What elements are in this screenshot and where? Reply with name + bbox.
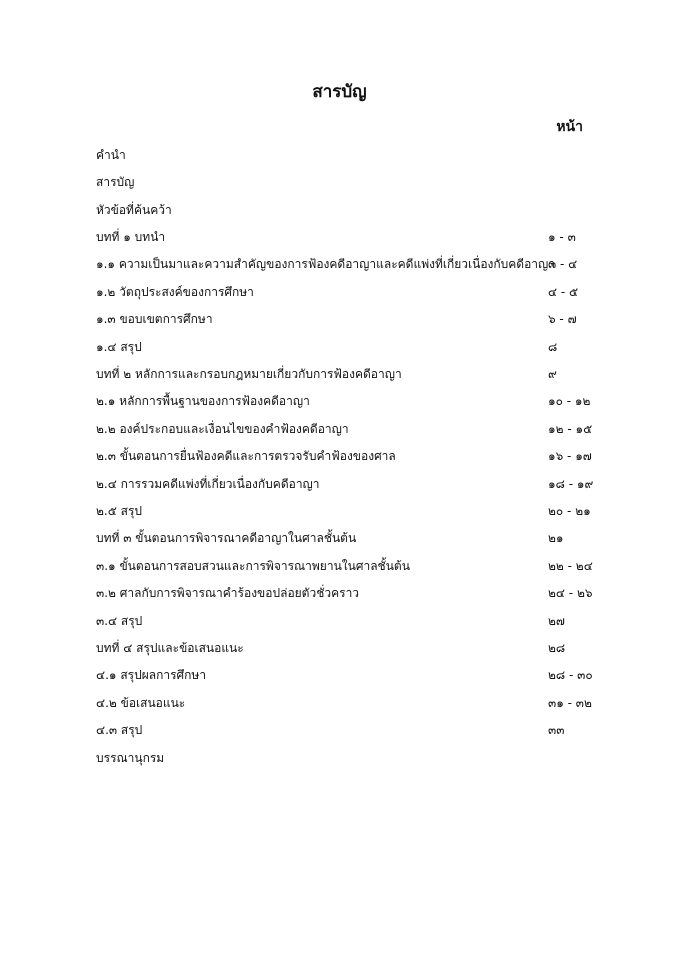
toc-entry-label: ๑.๒ วัตถุประสงค์ของการศึกษา (96, 285, 254, 299)
toc-entry (96, 692, 596, 714)
toc-entry-label: บทที่ ๓ ขั้นตอนการพิจารณาคดีอาญาในศาลชั้นต้น (96, 531, 357, 545)
toc-entry (96, 473, 596, 495)
toc-entry-pages: ๒๑ (548, 531, 564, 545)
toc-entry-label: ๓.๒ ศาลกับการพิจารณาคำร้องขอปล่อยตัวชั่วคราว (96, 586, 360, 600)
toc-entry (96, 171, 596, 193)
toc-entry (96, 637, 596, 659)
toc-entry-label: ๑.๓ ขอบเขตการศึกษา (96, 312, 213, 326)
toc-entry (96, 363, 596, 385)
toc-entry-pages: ๑๖ - ๑๗ (548, 449, 592, 463)
toc-entry-pages: ๖ - ๗ (548, 312, 577, 326)
toc-entry (96, 500, 596, 522)
toc-entry-pages: ๓ - ๔ (548, 257, 578, 271)
toc-entry-pages: ๘ (548, 340, 558, 354)
toc-entry (96, 719, 596, 741)
toc-entry-label: ๑.๔ สรุป (96, 340, 142, 354)
toc-entry (96, 610, 596, 632)
toc-entry (96, 555, 596, 577)
toc-entry-label: ๒.๓ ขั้นตอนการยื่นฟ้องคดีและการตรวจรับคำฟ้องของศาล (96, 449, 396, 463)
toc-entry-pages: ๓๑ - ๓๒ (548, 696, 592, 710)
toc-entry-label: ๓.๑ ขั้นตอนการสอบสวนและการพิจารณาพยานในศาลชั้นต้น (96, 559, 410, 573)
toc-entry-label: บทที่ ๑ บทนำ (96, 230, 166, 244)
toc-entry (96, 253, 596, 275)
toc-entry-pages: ๙ (548, 367, 557, 381)
toc-entry-label: คำนำ (96, 148, 126, 162)
toc-entry-label: ๔.๓ สรุป (96, 723, 143, 737)
toc-entry-label: ๒.๑ หลักการพื้นฐานของการฟ้องคดีอาญา (96, 394, 310, 408)
toc-entry-pages: ๒๘ (548, 641, 566, 655)
toc-entry-pages: ๔ - ๕ (548, 285, 579, 299)
toc-entry-pages: ๒๒ - ๒๔ (548, 559, 593, 573)
toc-entry-label: ๓.๔ สรุป (96, 614, 143, 628)
toc-entry-pages: ๑๒ - ๑๕ (548, 422, 593, 436)
toc-entry (96, 390, 596, 412)
toc-entry-pages: ๑ - ๓ (548, 230, 576, 244)
toc-entry-label: ๔.๑ สรุปผลการศึกษา (96, 668, 207, 682)
toc-entry (96, 664, 596, 686)
toc-entry (96, 281, 596, 303)
toc-entry-label: สารบัญ (96, 175, 135, 189)
toc-entry-label: ๒.๕ สรุป (96, 504, 143, 518)
toc-entry-pages: ๒๐ - ๒๑ (548, 504, 591, 518)
toc-entry (96, 308, 596, 330)
toc-entry-pages: ๒๘ - ๓๐ (548, 668, 593, 682)
page-title: สารบัญ (312, 82, 367, 102)
toc-entry (96, 336, 596, 358)
toc-entry-label: ๔.๒ ข้อเสนอแนะ (96, 696, 186, 710)
toc-entry-pages: ๓๓ (548, 723, 565, 737)
toc-entry-label: บรรณานุกรม (96, 751, 165, 765)
toc-entry-pages: ๑๐ - ๑๒ (548, 394, 591, 408)
toc-entry (96, 226, 596, 248)
toc-entry (96, 199, 596, 221)
toc-entry (96, 144, 596, 166)
toc-entry-pages: ๒๔ - ๒๖ (548, 586, 593, 600)
toc-entry-label: บทที่ ๒ หลักการและกรอบกฎหมายเกี่ยวกับการฟ้องคดีอาญา (96, 367, 402, 381)
toc-entry-label: ๒.๔ การรวมคดีแพ่งที่เกี่ยวเนื่องกับคดีอาญา (96, 477, 320, 491)
toc-entry-label: ๑.๑ ความเป็นมาและความสำคัญของการฟ้องคดีอาญาและคดีแพ่งที่เกี่ยวเนื่องกับคดีอาญา (96, 257, 556, 271)
toc-entry-pages: ๑๘ - ๑๙ (548, 477, 594, 491)
toc-entry-pages: ๒๗ (548, 614, 565, 628)
toc-entry-label: ๒.๒ องค์ประกอบและเงื่อนไขของคำฟ้องคดีอาญา (96, 422, 349, 436)
toc-entry (96, 527, 596, 549)
toc-entry (96, 418, 596, 440)
toc-entry-label: บทที่ ๔ สรุปและข้อเสนอแนะ (96, 641, 244, 655)
page-column-header: หน้า (556, 119, 583, 135)
toc-entry (96, 747, 596, 769)
toc-entry (96, 582, 596, 604)
toc-entry-label: หัวข้อที่ค้นคว้า (96, 203, 172, 217)
toc-entry (96, 445, 596, 467)
